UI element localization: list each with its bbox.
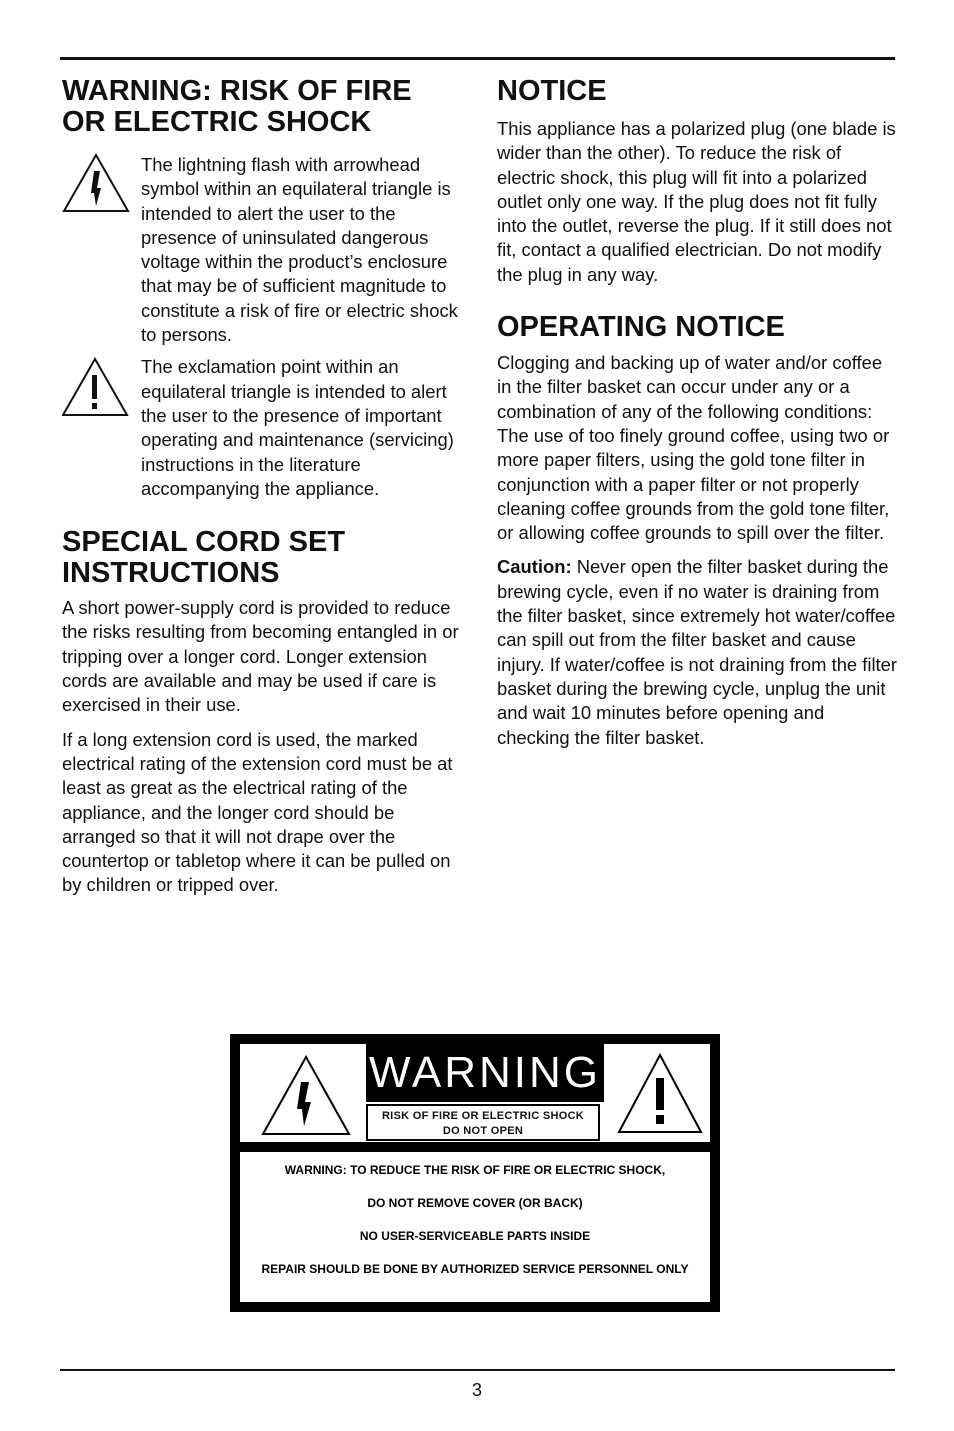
notice-text: This appliance has a polarized plug (one blade is wider than the other). To reduce the risk of electric shock, this plug will fit into a polarized outlet only one way. If the plug does not fit fully into the outlet, reverse the plug. If it still does not fit, contact a qualified electrician. Do not modify the plug in any way. bbox=[497, 118, 896, 285]
lightning-warning-icon bbox=[260, 1054, 352, 1143]
operating-notice-text: Clogging and backing up of water and/or coffee in the filter basket can occur under any or a combination of any of the following conditions: The use of too finely ground coffee, using two or more paper filters, using the gold tone filter in conjunction with a paper filter or not properly cleaning coffee grounds from the gold tone filter, or allowing coffee grounds to spill over the filter. bbox=[497, 352, 890, 544]
warning-label-bottom bbox=[240, 1152, 710, 1302]
exclamation-warning-icon bbox=[616, 1052, 704, 1141]
caution-paragraph bbox=[497, 555, 897, 749]
cord-paragraph-1: A short power-supply cord is provided to reduce the risks resulting from becoming entangled in or tripping over a longer cord. Longer extension cords are available and may be used if care is exercised in their use. bbox=[62, 597, 459, 716]
heading-warning-fire-shock: WARNING: RISK OF FIRE OR ELECTRIC SHOCK bbox=[62, 75, 412, 138]
warning-line-4: REPAIR SHOULD BE DONE BY AUTHORIZED SERVICE PERSONNEL ONLY bbox=[261, 1262, 689, 1276]
bottom-rule bbox=[60, 1369, 895, 1371]
warning-subtitle-line-2: DO NOT OPEN bbox=[442, 1125, 524, 1137]
exclamation-symbol-text: The exclamation point within an equilateral triangle is intended to alert the user to the presence of important operating and maintenance (servicing) instructions in the literature accompanying the appliance. bbox=[141, 356, 454, 499]
warning-subtitle-line-1: RISK OF FIRE OR ELECTRIC SHOCK bbox=[381, 1110, 585, 1122]
cord-paragraph-2: If a long extension cord is used, the marked electrical rating of the extension cord must be at least as great as the electrical rating of the appliance, and the longer cord should be arranged so that it will not drape over the countertop or tabletop where it can be pulled on by children or tripped over. bbox=[62, 728, 453, 896]
left-column bbox=[62, 76, 462, 898]
lightning-symbol-block bbox=[62, 153, 462, 347]
right-column bbox=[497, 76, 897, 750]
caution-text: Never open the filter basket during the brewing cycle, even if no water is draining from the filter basket, since extremely hot water/coffee can spill out from the filter basket and cause injury. If water/coffee is not draining from the filter basket during the brewing cycle, unplug the unit and wait 10 minutes before opening and checking the filter basket. bbox=[497, 556, 898, 748]
caution-label: Caution: bbox=[497, 556, 572, 578]
warning-label-top bbox=[240, 1044, 710, 1142]
page-number: 3 bbox=[471, 1380, 482, 1400]
lightning-triangle-icon bbox=[62, 153, 141, 215]
warning-line-1: WARNING: TO REDUCE THE RISK OF FIRE OR ELECTRIC SHOCK, bbox=[284, 1163, 666, 1177]
exclamation-symbol-block bbox=[62, 355, 462, 501]
top-rule bbox=[60, 57, 895, 60]
warning-subtitle bbox=[366, 1104, 600, 1141]
lightning-symbol-text: The lightning flash with arrowhead symbol within an equilateral triangle is intended to alert the user to the presence of uninsulated dangerous voltage within the product’s enclosure that may be of sufficient magnitude to constitute a risk of fire or electric shock to persons. bbox=[141, 154, 458, 346]
warning-line-3: NO USER-SERVICEABLE PARTS INSIDE bbox=[359, 1229, 591, 1243]
warning-line-2: DO NOT REMOVE COVER (OR BACK) bbox=[367, 1196, 583, 1210]
warning-label bbox=[230, 1034, 720, 1312]
heading-notice: NOTICE bbox=[497, 75, 607, 107]
warning-title: WARNING bbox=[366, 1044, 604, 1102]
heading-operating-notice: OPERATING NOTICE bbox=[497, 311, 785, 344]
heading-special-cord: SPECIAL CORD SET INSTRUCTIONS bbox=[62, 526, 346, 590]
exclamation-triangle-icon bbox=[62, 355, 141, 419]
